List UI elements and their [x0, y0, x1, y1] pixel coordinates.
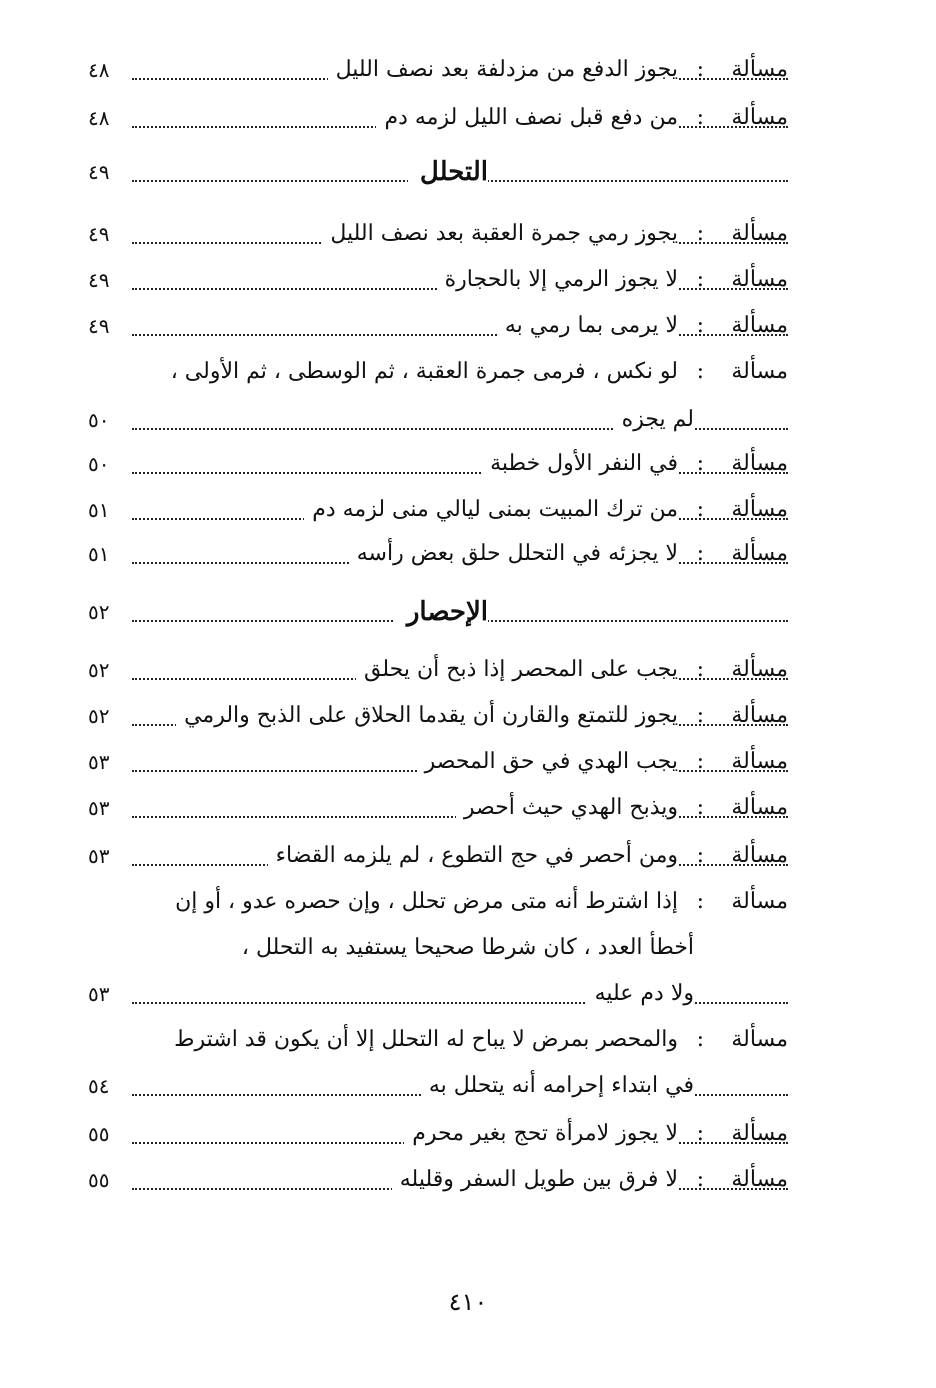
dot-leader	[132, 334, 788, 336]
entry-text: يجب الهدي في حق المحصر	[417, 740, 678, 784]
entry-separator: :	[696, 267, 704, 292]
entry-separator: :	[696, 657, 704, 682]
entry-page-number: ٥٣	[88, 972, 122, 1016]
toc-entry	[88, 786, 788, 830]
entry-separator: :	[696, 1167, 704, 1192]
entry-text: يجوز للتمتع والقارن أن يقدما الحلاق على الذبح والرمي	[176, 694, 678, 738]
entry-separator: :	[696, 1027, 704, 1052]
entry-label: مسألة	[731, 749, 788, 774]
entry-page-number: ٥٤	[88, 1064, 122, 1108]
entry-text: ومن أحصر في حج التطوع ، لم يلزمه القضاء	[268, 834, 678, 878]
toc-entry	[88, 880, 788, 924]
toc-entry	[88, 304, 788, 348]
dot-leader	[132, 472, 788, 474]
entry-text: ولا دم عليه	[587, 972, 694, 1016]
section-title: التحلل	[408, 150, 488, 194]
entry-separator: :	[696, 1121, 704, 1146]
section-title: الإحصار	[395, 590, 488, 634]
entry-page-number: ٥٣	[88, 740, 122, 784]
entry-separator: :	[696, 749, 704, 774]
entry-page-number: ٥٢	[88, 590, 122, 634]
entry-text: لو نكس ، فرمى جمرة العقبة ، ثم الوسطى ، ثم الأولى ،	[163, 350, 678, 394]
toc-entry	[88, 96, 788, 140]
entry-separator: :	[696, 359, 704, 384]
entry-label: مسألة	[731, 497, 788, 522]
entry-text: في ابتداء إحرامه أنه يتحلل به	[421, 1064, 694, 1108]
entry-text: من دفع قبل نصف الليل لزمه دم	[376, 96, 678, 140]
entry-page-number: ٤٨	[88, 96, 122, 140]
entry-text: لا يجوز الرمي إلا بالحجارة	[437, 258, 678, 302]
entry-page-number: ٤٩	[88, 150, 122, 194]
entry-page-number: ٥٠	[88, 398, 122, 442]
entry-separator: :	[696, 57, 704, 82]
toc-heading	[88, 150, 788, 194]
entry-label: مسألة	[731, 889, 788, 914]
entry-page-number: ٥١	[88, 488, 122, 532]
entry-label: مسألة	[731, 451, 788, 476]
toc-entry	[88, 532, 788, 576]
entry-page-number: ٥٢	[88, 648, 122, 692]
entry-separator: :	[696, 105, 704, 130]
entry-separator: :	[696, 541, 704, 566]
toc-heading	[88, 590, 788, 634]
entry-text: في النفر الأول خطبة	[482, 442, 678, 486]
entry-page-number: ٥٥	[88, 1158, 122, 1202]
entry-label: مسألة	[731, 221, 788, 246]
entry-text: والمحصر بمرض لا يباح له التحلل إلا أن يكون قد اشترط	[166, 1018, 678, 1062]
entry-text: لا يرمى بما رمي به	[497, 304, 678, 348]
entry-label: مسألة	[731, 1027, 788, 1052]
entry-page-number: ٥٣	[88, 834, 122, 878]
toc-entry-continuation	[88, 926, 788, 970]
entry-label: مسألة	[731, 359, 788, 384]
toc-entry	[88, 834, 788, 878]
toc-entry	[88, 740, 788, 784]
toc-entry-continuation	[88, 972, 788, 1016]
entry-label: مسألة	[731, 703, 788, 728]
entry-label: مسألة	[731, 1121, 788, 1146]
toc-entry	[88, 212, 788, 256]
toc-entry	[88, 1158, 788, 1202]
entry-text: لا يجوز لامرأة تحج بغير محرم	[404, 1112, 678, 1156]
entry-separator: :	[696, 497, 704, 522]
entry-separator: :	[696, 889, 704, 914]
entry-page-number: ٥٠	[88, 442, 122, 486]
entry-text: من ترك المبيت بمنى ليالي منى لزمه دم	[304, 488, 678, 532]
entry-text: يجوز رمي جمرة العقبة بعد نصف الليل	[322, 212, 678, 256]
entry-text: أخطأ العدد ، كان شرطا صحيحا يستفيد به التحلل ،	[234, 926, 694, 970]
entry-page-number: ٥٥	[88, 1112, 122, 1156]
entry-text: يجوز الدفع من مزدلفة بعد نصف الليل	[328, 48, 678, 92]
toc-entry	[88, 258, 788, 302]
toc-entry-continuation	[88, 398, 788, 442]
entry-separator: :	[696, 843, 704, 868]
entry-separator: :	[696, 703, 704, 728]
entry-separator: :	[696, 313, 704, 338]
toc-entry	[88, 442, 788, 486]
entry-text: لا فرق بين طويل السفر وقليله	[392, 1158, 678, 1202]
toc-entry	[88, 694, 788, 738]
entry-label: مسألة	[731, 795, 788, 820]
toc-entry	[88, 1112, 788, 1156]
entry-separator: :	[696, 451, 704, 476]
entry-text: ويذبح الهدي حيث أحصر	[456, 786, 678, 830]
entry-page-number: ٥٣	[88, 786, 122, 830]
entry-separator: :	[696, 795, 704, 820]
entry-label: مسألة	[731, 1167, 788, 1192]
entry-separator: :	[696, 221, 704, 246]
toc-entry	[88, 1018, 788, 1062]
entry-text: لا يجزئه في التحلل حلق بعض رأسه	[349, 532, 678, 576]
toc-entry	[88, 488, 788, 532]
toc-entry	[88, 350, 788, 394]
toc-entry-continuation	[88, 1064, 788, 1108]
page-number: ٤١٠	[448, 1288, 488, 1316]
entry-page-number: ٤٩	[88, 304, 122, 348]
entry-page-number: ٥١	[88, 532, 122, 576]
toc-entry	[88, 648, 788, 692]
entry-page-number: ٤٩	[88, 212, 122, 256]
entry-page-number: ٤٨	[88, 48, 122, 92]
entry-label: مسألة	[731, 57, 788, 82]
entry-label: مسألة	[731, 313, 788, 338]
entry-text: يجب على المحصر إذا ذبح أن يحلق	[356, 648, 678, 692]
entry-page-number: ٥٢	[88, 694, 122, 738]
entry-label: مسألة	[731, 541, 788, 566]
entry-label: مسألة	[731, 267, 788, 292]
entry-label: مسألة	[731, 843, 788, 868]
toc-entry	[88, 48, 788, 92]
entry-label: مسألة	[731, 657, 788, 682]
entry-page-number: ٤٩	[88, 258, 122, 302]
entry-text: لم يجزه	[614, 398, 694, 442]
entry-label: مسألة	[731, 105, 788, 130]
entry-text: إذا اشترط أنه متى مرض تحلل ، وإن حصره عدو ، أو إن	[167, 880, 678, 924]
